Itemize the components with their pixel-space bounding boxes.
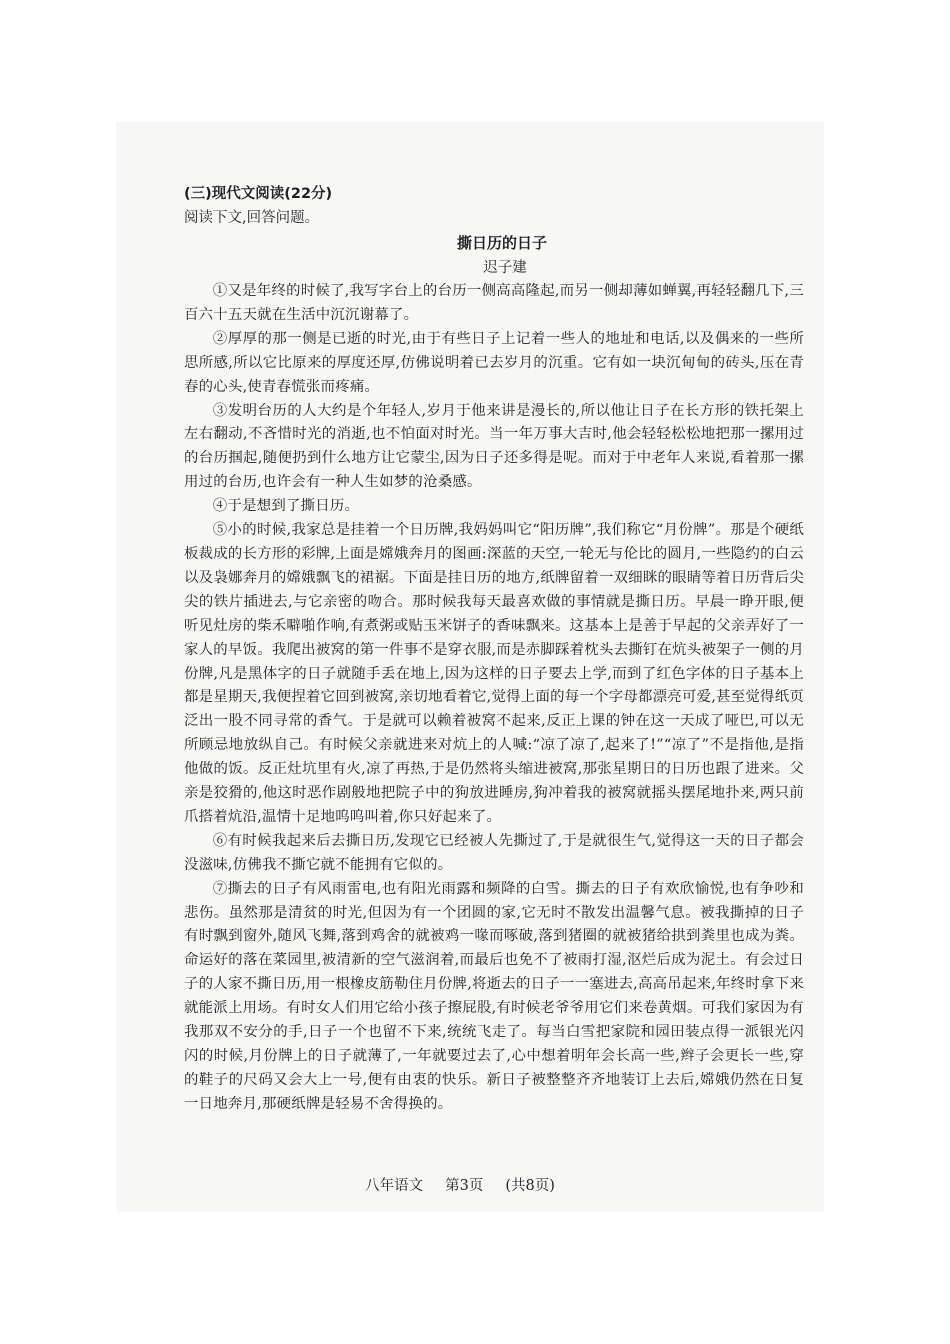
footer-page-number: 第3页 bbox=[445, 1178, 484, 1194]
paragraph-6: ⑥有时候我起来后去撕日历,发现它已经被人先撕过了,于是就很生气,觉得这一天的日子都会没滋味,仿佛我不撕它就不能拥有它似的。 bbox=[184, 832, 804, 873]
section-heading: (三)现代文阅读(22分) bbox=[184, 186, 333, 202]
page-footer bbox=[300, 1175, 620, 1197]
paragraph-5: ⑤小的时候,我家总是挂着一个日历牌,我妈妈叫它“阳历牌”,我们称它“月份牌”。那是个硬纸板裁成的长方形的彩牌,上面是嫦娥奔月的图画:深蓝的天空,一轮无与伦比的圆月,一些隐约的白云以及袅娜奔月的嫦娥飘飞的裙裾。下面是挂日历的地方,纸牌留着一双细眯的眼睛等着日历背后尖尖的铁片插进去,与它亲密的吻合。那时候我每天最喜欢做的事情就是撕日历。早晨一睁开眼,便听见灶房的柴禾噼啪作响,有煮粥或贴玉米饼子的香味飘来。这基本上是善于早起的父亲弄好了一家人的早饭。我爬出被窝的第一件事不是穿衣服,而是赤脚踩着枕头去撕钉在炕头被架子一侧的月份牌,凡是黑体字的日子就随手丢在地上,因为这样的日子要去上学,而到了红色字体的日子基本上都是星期天,我便捏着它回到被窝,亲切地看着它,觉得上面的每一个字母都漂亮可爱,甚至觉得纸页泛出一股不同寻常的香气。于是就可以赖着被窝不起来,反正上课的钟在这一天成了哑巴,可以无所顾忌地放纵自己。有时候父亲就进来对炕上的人喊:“凉了凉了,起来了!”“凉了”不是指他,是指他做的饭。反正灶坑里有火,凉了再热,于是仍然将头缩进被窝,那张星期日的日历也跟了进来。父亲是狡猾的,他这时恶作剧般地把院子中的狗放进睡房,狗冲着我的被窝就摇头摆尾地扑来,两只前爪搭着炕沿,温情十足地呜呜叫着,你只好起来了。 bbox=[184, 522, 804, 825]
paragraph-4: ④于是想到了撕日历。 bbox=[212, 498, 360, 515]
paragraph-7: ⑦撕去的日子有风雨雷电,也有阳光雨露和频降的白雪。撕去的日子有欢欣愉悦,也有争吵和悲伤。虽然那是清贫的时光,但因为有一个团圆的家,它无时不散发出温馨气息。被我撕掉的日子有时飘到窗外,随风飞舞,落到鸡舍的就被鸡一喙而啄破,落到猪圈的就被猪给拱到粪里也成为粪。命运好的落在菜园里,被清新的空气滋润着,而最后也免不了被雨打湿,沤烂后成为泥土。有会过日子的人家不撕日历,用一根橡皮筋勒住月份牌,将逝去的日子一一塞进去,高高吊起来,年终时拿下来就能派上用场。有时女人们用它给小孩子擦屁股,有时候老爷爷用它们来卷黄烟。可我们家因为有我那双不安分的手,日子一个也留不下来,统统飞走了。每当白雪把家院和园田装点得一派银光闪闪的时候,月份牌上的日子就薄了,一年就要过去了,心中想着明年会长高一些,辫子会更长一些,穿的鞋子的尺码又会大上一号,便有由衷的快乐。新日子被整整齐齐地装订上去后,嫦娥仍然在日复一日地奔月,那硬纸牌是轻易不舍得换的。 bbox=[184, 880, 804, 1112]
article-author: 迟子建 bbox=[483, 260, 527, 276]
footer-total-pages: (共8页) bbox=[505, 1178, 555, 1194]
reading-section bbox=[184, 182, 804, 1117]
paragraph-1: ①又是年终的时候了,我写字台上的台历一侧高高隆起,而另一侧却薄如蝉翼,再轻轻翻几下,三百六十五天就在生活中沉沉谢幕了。 bbox=[184, 283, 804, 323]
paragraph-3: ③发明台历的人大约是个年轻人,岁月于他来讲是漫长的,所以他让日子在长方形的铁托架上左右翻动,不吝惜时光的消逝,也不怕面对时光。当一年万事大吉时,他会轻轻松松地把那一摞用过的台历掴起,随便扔到什么地方让它蒙尘,因为日子还多得是呢。而对于中老年人来说,看着那一摞用过的台历,也许会有一种人生如梦的沧桑感。 bbox=[184, 402, 804, 491]
footer-subject: 八年语文 bbox=[365, 1178, 424, 1194]
section-instruction: 阅读下文,回答问题。 bbox=[184, 210, 320, 226]
paragraph-2: ②厚厚的那一侧是已逝的时光,由于有些日子上记着一些人的地址和电话,以及偶来的一些所思所感,所以它比原来的厚度还厚,仿佛说明着已去岁月的沉重。它有如一块沉甸甸的砖头,压在青春的心头,使青春慌张而疼痛。 bbox=[184, 330, 804, 395]
article-title: 撕日历的日子 bbox=[456, 234, 547, 252]
